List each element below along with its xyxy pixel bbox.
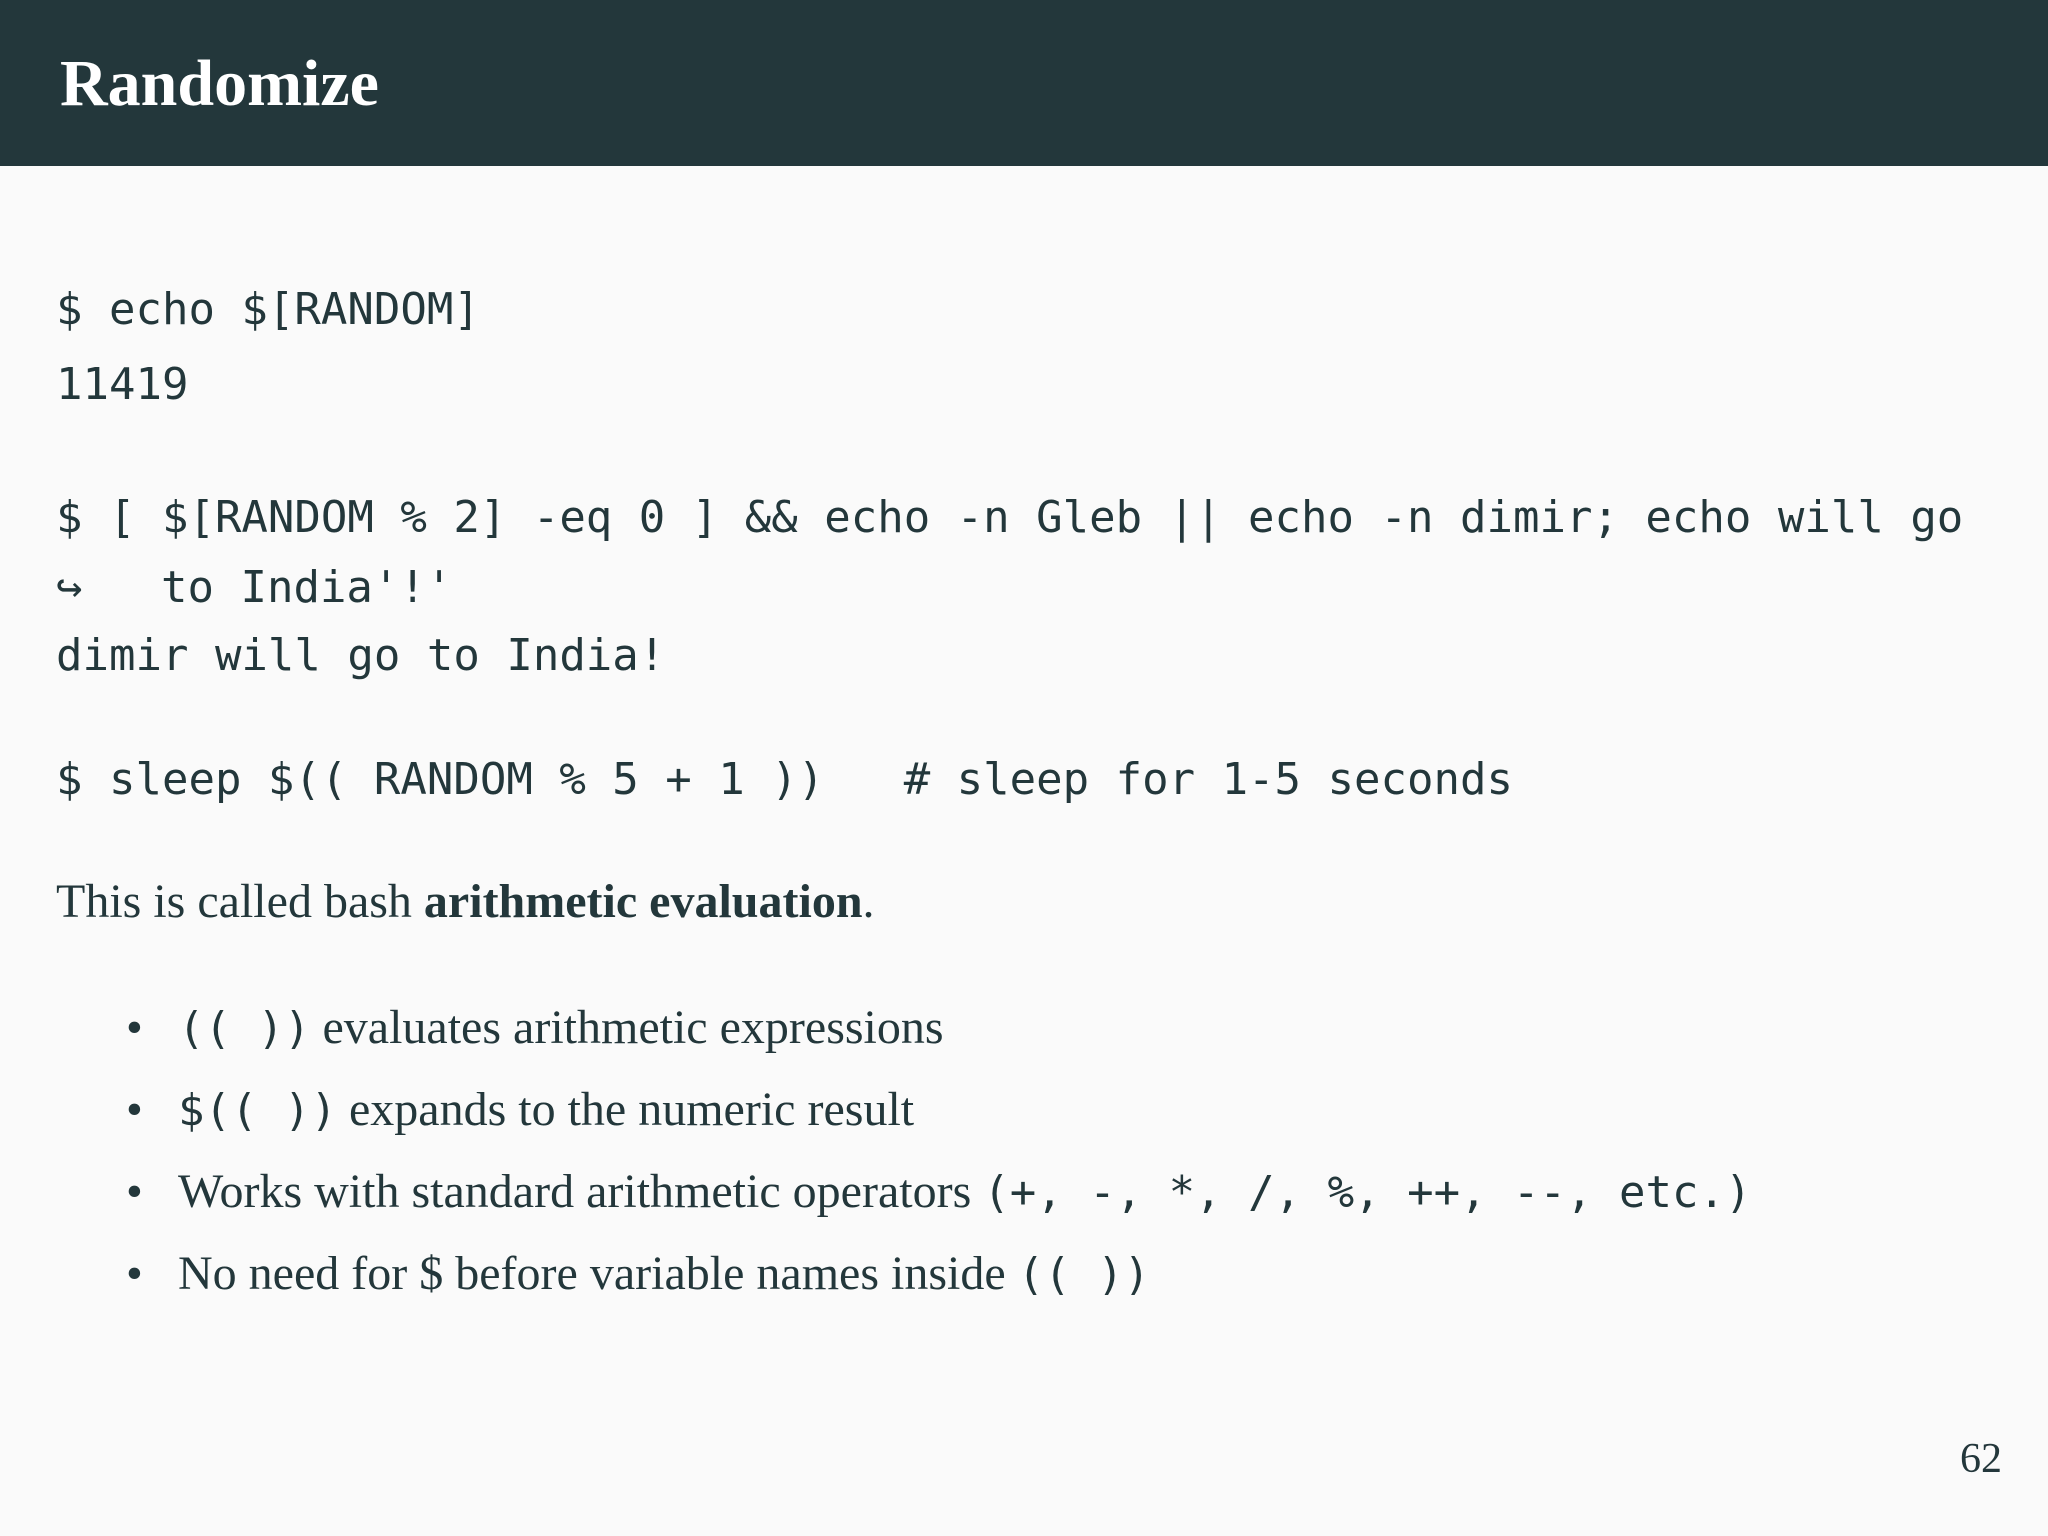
bullet-item xyxy=(126,1080,914,1140)
code-continuation-text: to India'!' xyxy=(161,562,453,613)
code-line-continuation xyxy=(56,558,452,618)
bullet-dot-icon: • xyxy=(126,1247,143,1300)
bullet-dot-icon: • xyxy=(126,1083,143,1136)
bullet-dot-icon: • xyxy=(126,1165,143,1218)
bullet-item xyxy=(126,1244,1150,1304)
bullet-text: expands to the numeric result xyxy=(336,1083,915,1136)
explanation-period: . xyxy=(862,875,875,928)
code-line-conditional-echo: $ [ $[RANDOM % 2] -eq 0 ] && echo -n Gleb || echo -n dimir; echo will go xyxy=(56,492,1964,543)
bullet-code: (+, -, *, /, %, ++, --, etc.) xyxy=(983,1167,1752,1218)
bullet-text: Works with standard arithmetic operators xyxy=(178,1165,984,1218)
bullet-item xyxy=(126,998,944,1058)
title-bar xyxy=(0,0,2048,166)
bullet-dot-icon: • xyxy=(126,1001,143,1054)
code-output-sentence: dimir will go to India! xyxy=(56,630,666,681)
slide-title: Randomize xyxy=(60,47,379,120)
bullet-text: No need for $ before variable names inside xyxy=(178,1247,1018,1300)
page-number: 62 xyxy=(1960,1436,2002,1482)
bullet-code: $(( )) xyxy=(178,1085,337,1136)
bullet-item xyxy=(126,1162,1751,1222)
explanation-text: This is called bash xyxy=(56,875,424,928)
line-continuation-arrow-icon: ↪ xyxy=(56,562,83,613)
code-line-sleep: $ sleep $(( RANDOM % 5 + 1 )) # sleep for 1-5 seconds xyxy=(56,754,1513,805)
code-line-echo-random: $ echo $[RANDOM] xyxy=(56,284,480,335)
bullet-code: (( )) xyxy=(1017,1249,1151,1300)
explanation-term: arithmetic evaluation xyxy=(423,875,863,928)
bullet-code: (( )) xyxy=(178,1003,311,1054)
code-output-random-number: 11419 xyxy=(56,359,189,410)
explanation-paragraph xyxy=(56,872,875,932)
bullet-text: evaluates arithmetic expressions xyxy=(310,1001,944,1054)
